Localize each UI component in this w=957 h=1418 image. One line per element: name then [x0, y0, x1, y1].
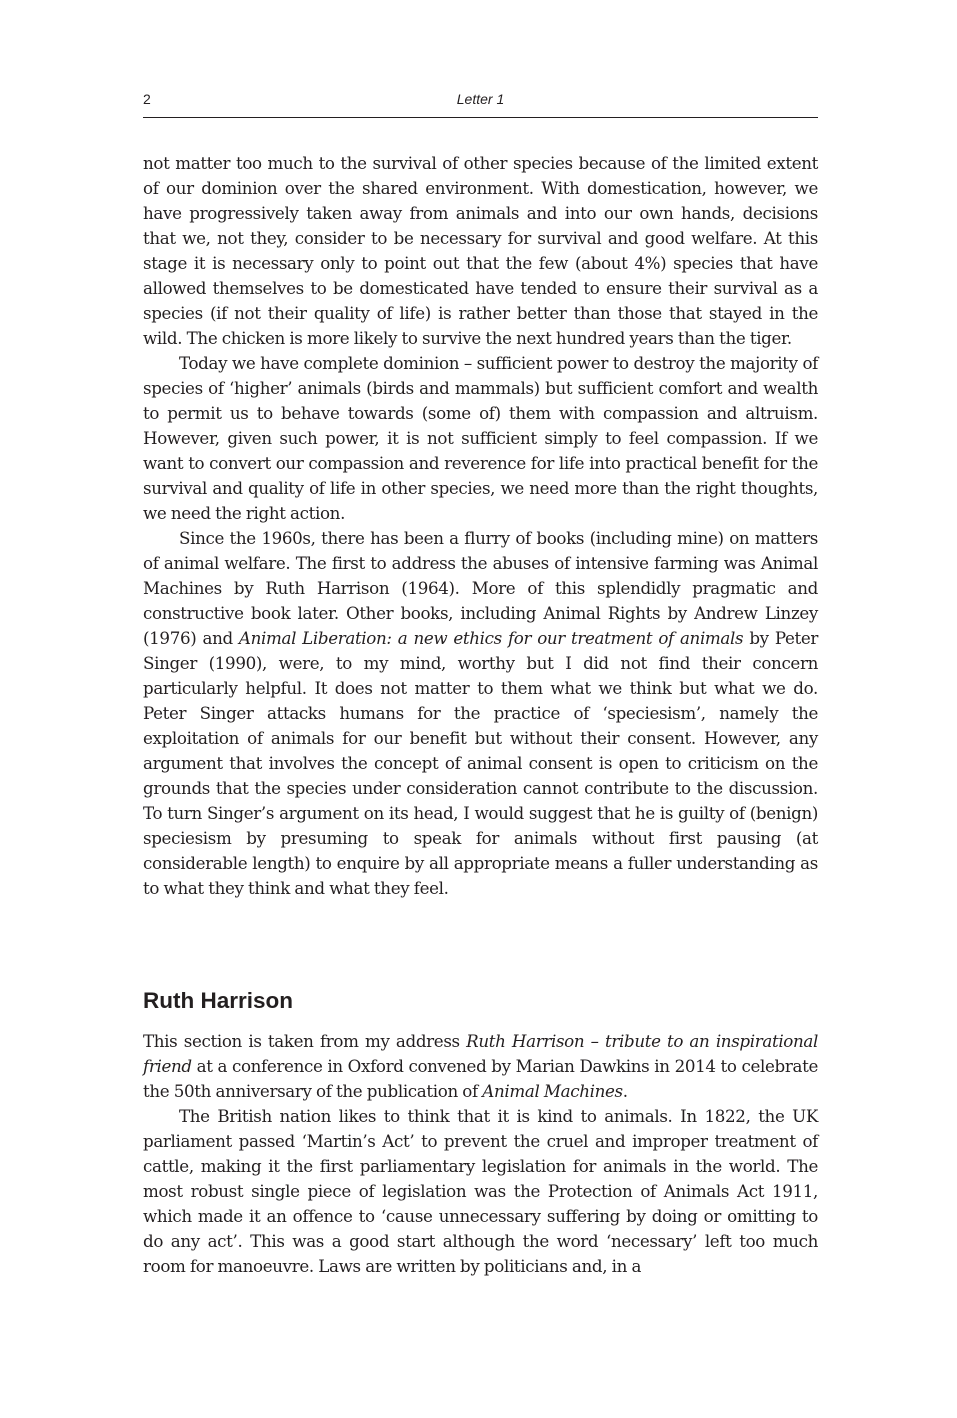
paragraph-continuation: not matter too much to the survival of other species because of the limited extent of our dominion over the shared environment. With domestication, however, we have progressively taken away from animals and into our own hands, decisions that we, not they, consider to be necessary for survival and good welfare. At this stage it is necessary only to point out that the few (about 4%) species that have allowed themselves to be domesticated have tended to ensure their survival as a species (if not their quality of life) is rather better than those that stayed in the wild. The chicken is more likely to survive the next hundred years than the tiger. [143, 153, 818, 348]
paragraph-dominion: Today we have complete dominion – sufficient power to destroy the majority of species of ‘higher’ animals (birds and mammals) but sufficient comfort and wealth to permit us to behave towards (some of) them with compassion and altruism. However, given such power, it is not sufficient simply to feel compassion. If we want to convert our compassion and reverence for life into practical benefit for the survival and quality of life in other species, we need more than the right thoughts, we need the right action. [143, 353, 818, 523]
intro-text-c: . [622, 1081, 628, 1101]
paragraph-books-text-a: Since the 1960s, there has been a flurry of books (including mine) on matters of animal welfare. The first to address the abuses of intensive farming was Animal Machines by Ruth Harrison (1964). More of this splendidly pragmatic and constructive book later. Other books, including Animal Rights by Andrew Linzey (1976) and [143, 528, 818, 648]
body-text-section [143, 1029, 818, 1279]
running-title: Letter 1 [456, 91, 505, 107]
paragraph-british-nation: The British nation likes to think that it is kind to animals. In 1822, the UK parliament passed ‘Martin’s Act’ to prevent the cruel and improper treatment of cattle, making it the first parliamentary legislation for animals in the world. The most robust single piece of legislation was the Protection of Animals Act 1911, which made it an offence to ‘cause unnecessary suffering by doing or omitting to do any act’. This was a good start although the word ‘necessary’ left too much room for manoeuvre. Laws are written by politicians and, in a [143, 1106, 818, 1276]
address-title: Ruth Harrison – tribute to an inspirational friend [143, 1031, 818, 1076]
book-title-animal-liberation: Animal Liberation: a new ethics for our treatment of animals [238, 628, 744, 648]
intro-text-a: This section is taken from my address [143, 1031, 467, 1051]
paragraph-section-intro [143, 1029, 818, 1104]
intro-text-b: at a conference in Oxford convened by Marian Dawkins in 2014 to celebrate the 50th anniversary of the publication of [143, 1056, 818, 1101]
running-header [143, 89, 818, 118]
paragraph-books [143, 526, 818, 901]
paragraph-books-text-b: by Peter Singer (1990), were, to my mind, worthy but I did not find their concern particularly helpful. It does not matter to them what we think but what we do. Peter Singer attacks humans for the practice of ‘speciesism’, namely the exploitation of animals for our benefit but without their consent. However, any argument that involves the concept of animal consent is open to criticism on the grounds that the species under consideration cannot contribute to the discussion. To turn Singer’s argument on its head, I would suggest that he is guilty of (benign) speciesism by presuming to speak for animals without first pausing (at considerable length) to enquire by all appropriate means a fuller understanding as to what they think and what they feel. [143, 628, 818, 898]
body-text-top [143, 151, 818, 901]
book-title-animal-machines: Animal Machines [482, 1081, 623, 1101]
section-heading: Ruth Harrison [143, 988, 294, 1013]
page-number: 2 [143, 91, 151, 107]
